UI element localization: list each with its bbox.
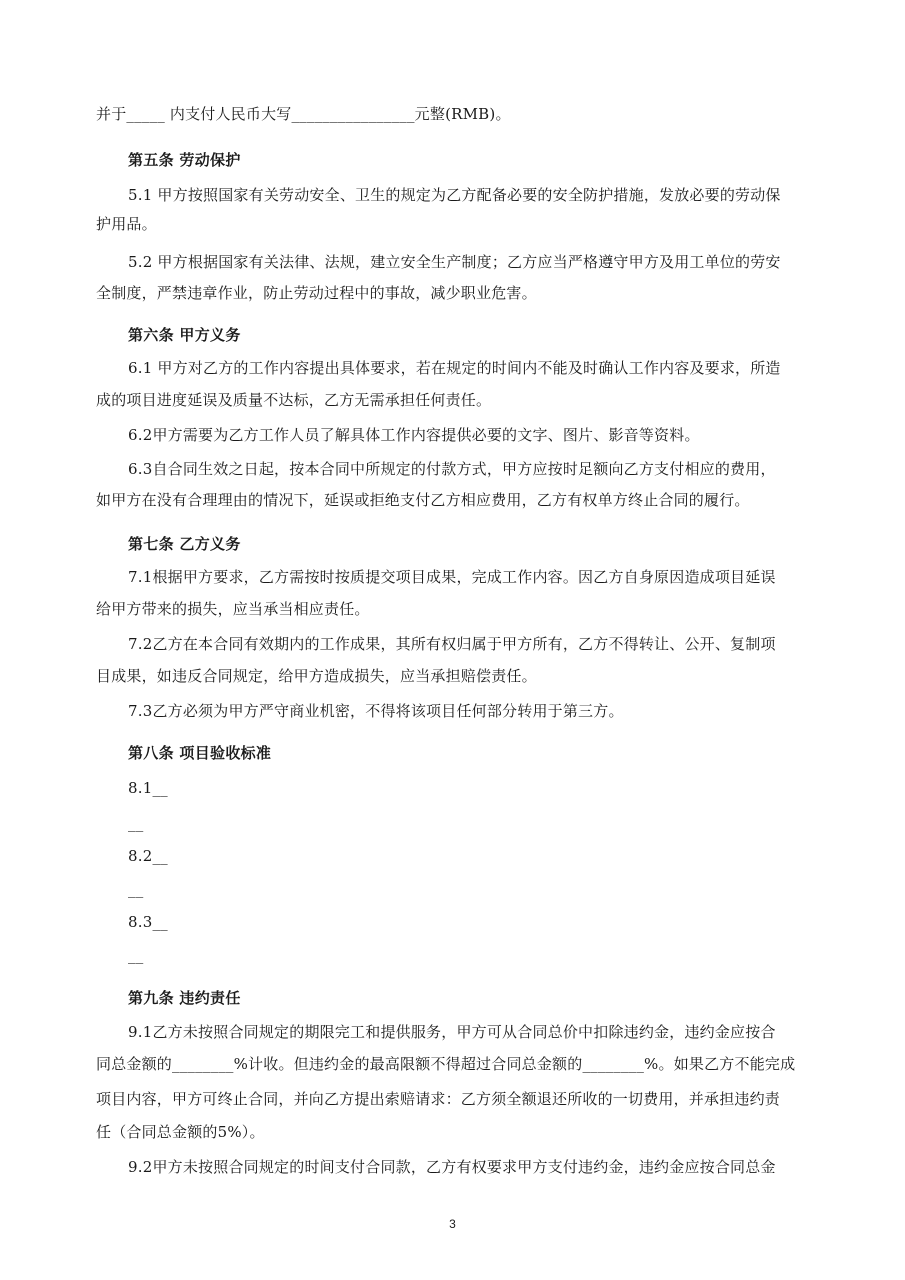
paragraph-line: 5.1 甲方按照国家有关劳动安全、卫生的规定为乙方配备必要的安全防护措施，发放必要的劳动保 [128, 186, 781, 204]
acceptance-item-8-3: 8.3__ [128, 913, 168, 931]
paragraph-line: 全制度，严禁违章作业，防止劳动过程中的事故，减少职业危害。 [96, 284, 537, 302]
paragraph-line: 6.2甲方需要为乙方工作人员了解具体工作内容提供必要的文字、图片、影音等资料。 [128, 426, 700, 444]
paragraph-continuation: 并于_____ 内支付人民币大写________________元整(RMB)。 [96, 105, 511, 123]
paragraph-line: 7.3乙方必须为甲方严守商业机密，不得将该项目任何部分转用于第三方。 [128, 702, 624, 720]
paragraph-line: 任（合同总金额的5%）。 [96, 1123, 265, 1141]
acceptance-item-blank: __ [128, 814, 144, 832]
paragraph-line: 同总金额的________%计收。但违约金的最高限额不得超过合同总金额的________%。如果乙方不能完成 [96, 1055, 796, 1073]
section-heading-9: 第九条 违约责任 [128, 989, 241, 1007]
paragraph-line: 护用品。 [96, 215, 157, 233]
paragraph-line: 7.1根据甲方要求，乙方需按时按质提交项目成果，完成工作内容。因乙方自身原因造成项目延误 [128, 568, 776, 586]
paragraph-line: 给甲方带来的损失，应当承当相应责任。 [96, 600, 370, 618]
paragraph-line: 项目内容，甲方可终止合同，并向乙方提出索赔请求：乙方须全额退还所收的一切费用，并承担违约责 [96, 1090, 781, 1108]
acceptance-item-blank: __ [128, 880, 144, 898]
section-heading-8: 第八条 项目验收标准 [128, 744, 272, 762]
paragraph-line: 9.1乙方未按照合同规定的期限完工和提供服务，甲方可从合同总价中扣除违约金，违约金应按合 [128, 1023, 776, 1041]
paragraph-line: 6.1 甲方对乙方的工作内容提出具体要求，若在规定的时间内不能及时确认工作内容及要求，所造 [128, 359, 781, 377]
paragraph-line: 成的项目进度延误及质量不达标，乙方无需承担任何责任。 [96, 391, 492, 409]
section-heading-5: 第五条 劳动保护 [128, 151, 241, 169]
page-number: 3 [449, 1217, 456, 1231]
paragraph-line: 9.2甲方未按照合同规定的时间支付合同款，乙方有权要求甲方支付违约金，违约金应按合同总金 [128, 1158, 776, 1176]
paragraph-line: 6.3自合同生效之日起，按本合同中所规定的付款方式，甲方应按时足额向乙方支付相应的费用， [128, 460, 776, 478]
section-heading-6: 第六条 甲方义务 [128, 326, 241, 344]
paragraph-line: 如甲方在没有合理理由的情况下，延误或拒绝支付乙方相应费用，乙方有权单方终止合同的履行。 [96, 491, 750, 509]
paragraph-line: 5.2 甲方根据国家有关法律、法规，建立安全生产制度；乙方应当严格遵守甲方及用工单位的劳安 [128, 253, 781, 271]
acceptance-item-8-1: 8.1__ [128, 779, 168, 797]
paragraph-line: 目成果，如违反合同规定，给甲方造成损失，应当承担赔偿责任。 [96, 667, 537, 685]
paragraph-line: 7.2乙方在本合同有效期内的工作成果，其所有权归属于甲方所有，乙方不得转让、公开、复制项 [128, 635, 776, 653]
acceptance-item-8-2: 8.2__ [128, 847, 168, 865]
section-heading-7: 第七条 乙方义务 [128, 535, 241, 553]
acceptance-item-blank: __ [128, 946, 144, 964]
